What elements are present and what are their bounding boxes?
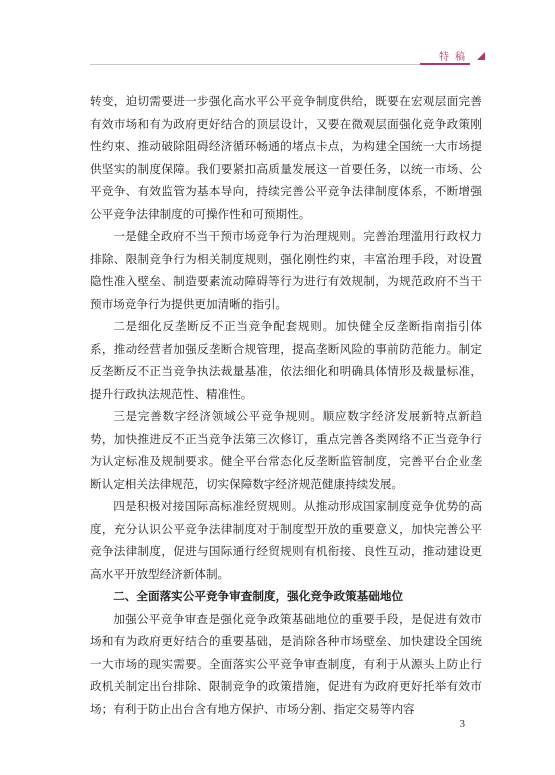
paragraph: 二是细化反垄断反不正当竞争配套规则。加快健全反垄断指南指引体系，推动经营者加强反垄断合规管理，提高垄断风险的事前防范能力。制定反垄断反不正当竞争执法裁量基准，依法细化和明确具体情形及裁量标准，提升行政执法规范性、精准性。 xyxy=(90,319,482,401)
page-number: 3 xyxy=(459,718,465,730)
section-heading: 二、全面落实公平竞争审查制度，强化竞争政策基础地位 xyxy=(113,589,404,603)
paragraph: 三是完善数字经济领域公平竞争规则。顺应数字经济发展新特点新趋势，加快推进反不正当竞争法第三次修订，重点完善各类网络不正当竞争行为认定标准及规制要求。健全平台常态化反垄断监管制度，完善平台企业垄断认定相关法律规范，切实保障数字经济规范健康持续发展。 xyxy=(90,409,482,491)
paragraph: 加强公平竞争审查是强化竞争政策基础地位的重要手段，是促进有效市场和有为政府更好结合的重要基础，是消除各种市场壁垒、加快建设全国统一大市场的现实需要。全面落实公平竞争审查制度，有利于从源头上防止行政机关制定出台排除、限制竞争的政策措施，促进有为政府更好托举有效市场；有利于防止出台含有地方保护、市场分割、指定交易等内容 xyxy=(90,611,482,716)
page-header xyxy=(0,0,555,80)
article-body xyxy=(90,90,482,720)
paragraph-continued: 转变，迫切需要进一步强化高水平公平竞争制度供给，既要在宏观层面完善有效市场和有为政府更好结合的顶层设计，又要在微观层面强化竞争政策刚性约束、推动破除阻碍经济循环畅通的堵点卡点，为构建全国统一大市场提供坚实的制度保障。我们要紧扣高质量发展这一首要任务，以统一市场、公平竞争、有效监管为基本导向，持续完善公平竞争法律制度体系，不断增强公平竞争法律制度的可操作性和可预期性。 xyxy=(90,94,482,221)
section-tag: 特稿 xyxy=(439,52,471,63)
header-rule xyxy=(90,64,462,65)
header-rule-accent xyxy=(420,63,470,65)
triangle-marker-icon xyxy=(477,52,485,60)
paragraph: 四是积极对接国际高标准经贸规则。从推动形成国家制度竞争优势的高度，充分认识公平竞争法律制度对于制度型开放的重要意义，加快完善公平竞争法律制度，促进与国际通行经贸规则有机衔接、良性互动，推动建设更高水平开放型经济新体制。 xyxy=(90,499,482,581)
paragraph: 一是健全政府不当干预市场竞争行为治理规则。完善治理滥用行政权力排除、限制竞争行为相关制度规则，强化刚性约束，丰富治理手段，对设置隐性准入壁垒、制造要素流动障碍等行为进行有效规制，为规范政府不当干预市场竞争行为提供更加清晰的指引。 xyxy=(90,229,482,311)
